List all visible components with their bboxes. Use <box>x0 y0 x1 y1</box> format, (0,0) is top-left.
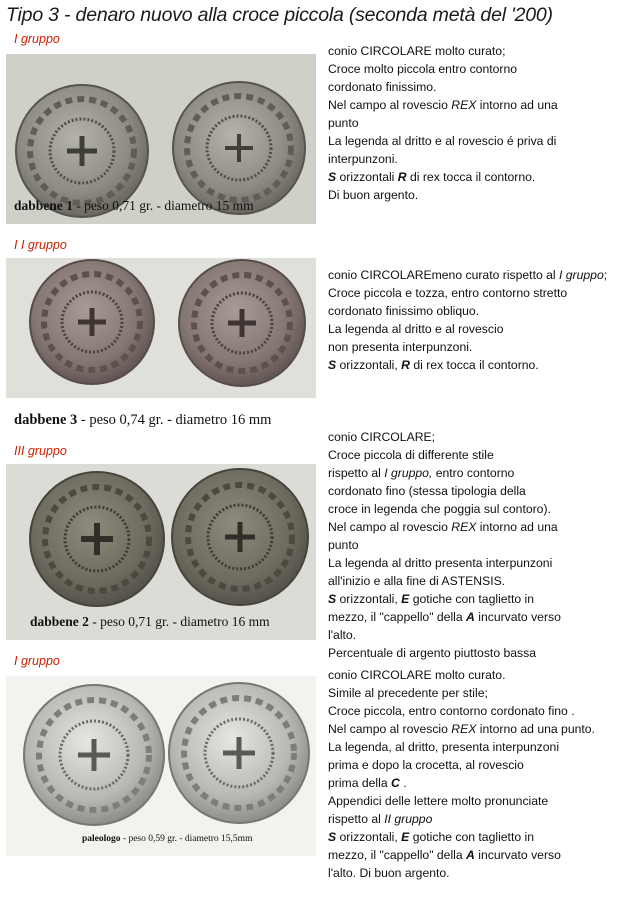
coin-obverse-2 <box>30 260 154 384</box>
description-text: rispetto al <box>328 466 385 480</box>
description-text: I gruppo, <box>384 466 433 480</box>
description-text: Simile al precedente per stile; <box>328 686 488 700</box>
description-text: Di buon argento. <box>328 188 419 202</box>
coin-reverse-2 <box>179 260 305 386</box>
description-text: non presenta interpunzoni. <box>328 340 473 354</box>
description-text: Nel campo al rovescio <box>328 722 452 736</box>
description-line <box>328 186 618 204</box>
description-line <box>328 626 618 644</box>
description-text: mezzo, il "cappello" della <box>328 610 467 624</box>
group-label-3: III gruppo <box>14 444 67 458</box>
description-line <box>328 132 618 150</box>
description-line <box>328 756 618 774</box>
description-text: La legenda al dritto e al rovescio é priva di <box>328 134 557 148</box>
description-text: E <box>401 592 410 606</box>
description-text: entro contorno <box>432 466 515 480</box>
description-line <box>328 644 618 662</box>
description-line <box>328 536 618 554</box>
description-text: La legenda, al dritto, presenta interpunzoni <box>328 740 560 754</box>
description-text: incurvato verso <box>474 610 561 624</box>
description-text: Nel campo al rovescio <box>328 520 452 534</box>
description-line <box>328 810 618 828</box>
coin-caption-2: dabbene 3 - peso 0,74 gr. - diametro 16 mm <box>14 412 272 428</box>
description-line <box>328 284 618 302</box>
coin-reverse-4 <box>169 683 309 823</box>
description-line <box>328 684 618 702</box>
coin-obverse-3 <box>30 472 164 606</box>
description-line <box>328 608 618 626</box>
description-text: Croce molto piccola entro contorno <box>328 62 518 76</box>
description-line <box>328 846 618 864</box>
description-line <box>328 320 618 338</box>
group-label-2: I I gruppo <box>14 238 67 252</box>
description-text: S <box>328 830 337 844</box>
description-line <box>328 518 618 536</box>
description-text: REX <box>451 98 477 112</box>
description-1 <box>328 42 618 204</box>
description-line <box>328 828 618 846</box>
description-line <box>328 446 618 464</box>
description-text: Croce piccola e tozza, entro contorno stretto <box>328 286 568 300</box>
description-text: R <box>401 358 410 372</box>
description-line <box>328 482 618 500</box>
description-text: conio CIRCOLARE molto curato. <box>328 668 506 682</box>
description-text: conio CIRCOLARE molto curato; <box>328 44 506 58</box>
description-text: C <box>391 776 400 790</box>
description-line <box>328 666 618 684</box>
description-line <box>328 590 618 608</box>
coin-photo-2 <box>6 258 316 398</box>
description-line <box>328 42 618 60</box>
coin-obverse-4 <box>24 685 164 825</box>
description-line <box>328 150 618 168</box>
description-text: II gruppo <box>384 812 433 826</box>
description-text: di rex tocca il contorno. <box>406 170 536 184</box>
description-line <box>328 864 618 882</box>
group-label-1: I gruppo <box>14 32 60 46</box>
description-text: gotiche con taglietto in <box>409 830 534 844</box>
description-text: orizzontali, <box>336 358 402 372</box>
description-line <box>328 720 618 738</box>
description-text: l'alto. Di buon argento. <box>328 866 450 880</box>
description-line <box>328 356 618 374</box>
description-line <box>328 266 618 284</box>
coin-reverse-3 <box>172 469 308 605</box>
description-line <box>328 302 618 320</box>
description-line <box>328 114 618 132</box>
description-text: A <box>466 848 475 862</box>
coin-photo-4 <box>6 676 316 856</box>
description-text: Appendici delle lettere molto pronunciate <box>328 794 549 808</box>
description-text: I gruppo <box>559 268 604 282</box>
description-line <box>328 168 618 186</box>
description-line <box>328 464 618 482</box>
description-text: croce in legenda che poggia sul contoro). <box>328 502 551 516</box>
description-4 <box>328 666 618 882</box>
description-text: rispetto al <box>328 812 385 826</box>
description-text: La legenda al dritto presenta interpunzoni <box>328 556 553 570</box>
description-text: di rex tocca il contorno. <box>409 358 539 372</box>
description-line <box>328 78 618 96</box>
description-text: orizzontali, <box>336 830 402 844</box>
description-text: Croce piccola di differente stile <box>328 448 494 462</box>
description-text: S <box>328 170 337 184</box>
description-text: La legenda al dritto e al rovescio <box>328 322 504 336</box>
description-text: cordonato finissimo. <box>328 80 437 94</box>
description-text: R <box>397 170 407 184</box>
description-line <box>328 572 618 590</box>
description-line <box>328 702 618 720</box>
description-text: ; <box>603 268 608 282</box>
description-text: E <box>401 830 410 844</box>
description-text: S <box>328 592 337 606</box>
description-text: orizzontali <box>336 170 398 184</box>
description-text: mezzo, il "cappello" della <box>328 848 467 862</box>
page-title: Tipo 3 - denaro nuovo alla croce piccola (seconda metà del '200) <box>6 4 553 26</box>
description-text: A <box>466 610 475 624</box>
description-text: punto <box>328 538 359 552</box>
description-text: l'alto. <box>328 628 357 642</box>
description-text: intorno ad una <box>476 520 558 534</box>
description-text: all'inizio e alla fine di ASTENSIS. <box>328 574 506 588</box>
description-text: conio CIRCOLAREmeno curato rispetto al <box>328 268 559 282</box>
coin-reverse-1 <box>173 82 305 214</box>
description-text: prima e dopo la crocetta, al rovescio <box>328 758 524 772</box>
description-line <box>328 792 618 810</box>
description-3 <box>328 428 618 662</box>
description-text: . <box>399 776 407 790</box>
description-line <box>328 428 618 446</box>
description-line <box>328 338 618 356</box>
description-text: intorno ad una punto. <box>476 722 595 736</box>
description-line <box>328 738 618 756</box>
description-text: Percentuale di argento piuttosto bassa <box>328 646 537 660</box>
coin-caption-1: dabbene 1 - peso 0,71 gr. - diametro 15 mm <box>14 198 254 213</box>
description-text: conio CIRCOLARE; <box>328 430 436 444</box>
description-line <box>328 500 618 518</box>
description-text: incurvato verso <box>474 848 561 862</box>
description-text: Croce piccola, entro contorno cordonato fino . <box>328 704 575 718</box>
description-text: punto <box>328 116 359 130</box>
description-line <box>328 774 618 792</box>
description-line <box>328 554 618 572</box>
description-text: cordonato fino (stessa tipologia della <box>328 484 526 498</box>
description-2 <box>328 266 618 374</box>
description-text: S <box>328 358 337 372</box>
description-text: interpunzoni. <box>328 152 398 166</box>
coin-caption-4: paleologo - peso 0,59 gr. - diametro 15,5mm <box>82 834 253 844</box>
description-text: prima della <box>328 776 391 790</box>
description-line <box>328 60 618 78</box>
coin-photo-1 <box>6 54 316 224</box>
description-text: REX <box>451 722 477 736</box>
coin-caption-3: dabbene 2 - peso 0,71 gr. - diametro 16 mm <box>30 614 270 629</box>
description-text: Nel campo al rovescio <box>328 98 452 112</box>
description-text: gotiche con taglietto in <box>409 592 534 606</box>
description-text: REX <box>451 520 477 534</box>
description-text: intorno ad una <box>476 98 558 112</box>
group-label-4: I gruppo <box>14 654 60 668</box>
description-text: orizzontali, <box>336 592 402 606</box>
description-line <box>328 96 618 114</box>
coin-photo-3 <box>6 464 316 640</box>
description-text: cordonato finissimo obliquo. <box>328 304 480 318</box>
